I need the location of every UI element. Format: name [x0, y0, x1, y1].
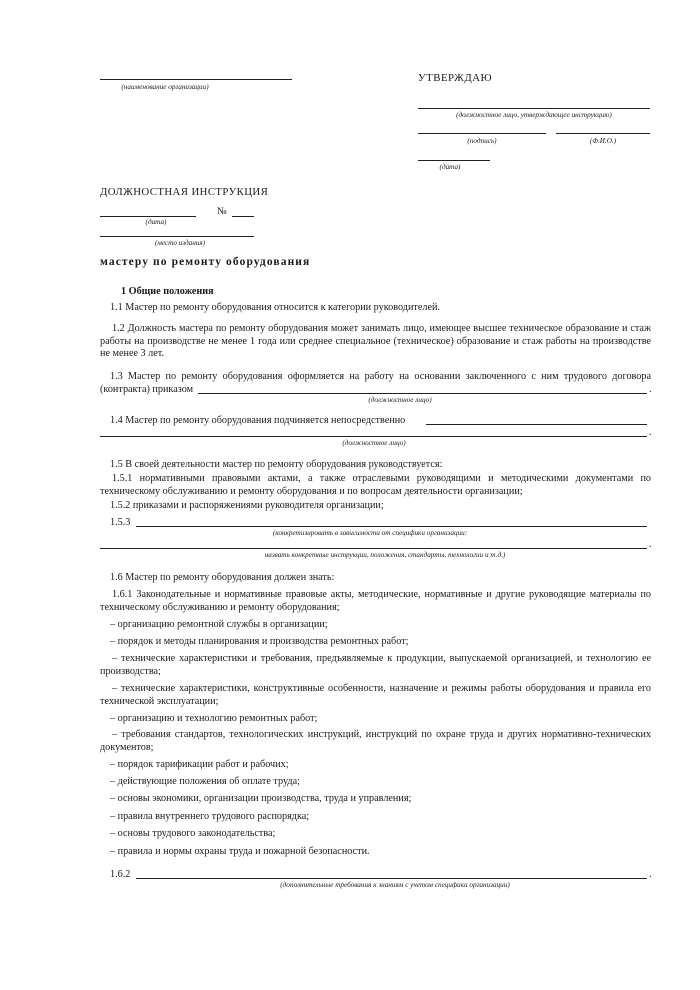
knowledge-item: – технические характеристики и требования, предъявляемые к продукции, выпускаемой организацией, и технологию ее производства;: [100, 653, 651, 677]
clause-1-3-period: .: [649, 384, 652, 395]
approval-date-line[interactable]: [418, 160, 490, 161]
clause-1-6-1: 1.6.1 Законодательные и нормативные правовые акты, методические, нормативные и другие руководящие материалы по техническому обслуживанию и ремонту оборудования;: [100, 589, 651, 613]
section-heading: 1 Общие положения: [121, 286, 214, 297]
org-name-line[interactable]: [100, 79, 292, 80]
clause-1-4-line1[interactable]: [426, 424, 647, 425]
doc-heading: мастеру по ремонту оборудования: [100, 256, 311, 268]
signature-line[interactable]: [418, 133, 546, 134]
clause-1-3-line1: 1.3 Мастер по ремонту оборудования оформляется на работу на основании заключенного с ним трудового договора: [110, 371, 651, 382]
clause-1-4-caption: (должностное лицо): [342, 439, 406, 447]
clause-1-3-caption: (должностное лицо): [368, 396, 432, 404]
knowledge-item: – правила и нормы охраны труда и пожарной безопасности.: [110, 846, 370, 857]
clause-1-6-2-caption: (дополнительные требования к знаниям с учетом специфики организации): [280, 881, 510, 889]
approval-date-caption: (дата): [439, 163, 461, 171]
clause-1-6-2-period: .: [649, 869, 652, 880]
org-name-caption: (наименование организации): [121, 83, 209, 91]
clause-1-6-2: 1.6.2: [110, 869, 131, 880]
clause-1-6: 1.6 Мастер по ремонту оборудования должен знать:: [110, 572, 335, 583]
doc-number-line[interactable]: [232, 216, 254, 217]
knowledge-item: – организацию ремонтной службы в организации;: [110, 619, 328, 630]
clause-1-5-3-period: .: [649, 539, 652, 550]
knowledge-item: – требования стандартов, технологических инструкций, инструкций по охране труда и других нормативно-технических документов;: [100, 729, 651, 753]
doc-place-caption: (место издания): [154, 239, 206, 247]
clause-1-4: 1.4 Мастер по ремонту оборудования подчиняется непосредственно: [110, 415, 406, 426]
doc-date-line[interactable]: [100, 216, 196, 217]
approver-position-caption: (должностное лицо, утверждающее инструкцию): [456, 111, 612, 119]
clause-1-5-3-caption1: (конкретизировать в зависимости от специфики организации:: [272, 529, 468, 537]
clause-1-3-line2: (контракта) приказом: [100, 384, 194, 395]
fio-caption: (Ф.И.О.): [589, 137, 617, 145]
approver-position-line[interactable]: [418, 108, 650, 109]
doc-place-line[interactable]: [100, 236, 254, 237]
knowledge-item: – технические характеристики, конструктивные особенности, назначение и режимы работы оборудования и правила его технической эксплуатации;: [100, 683, 651, 707]
knowledge-item: – организацию и технологию ремонтных работ;: [110, 713, 318, 724]
fio-line[interactable]: [556, 133, 650, 134]
clause-1-5-3-caption2: назвать конкретные инструкции, положения, стандарты, технологии и т.д.): [264, 551, 506, 559]
knowledge-item: – порядок и методы планирования и производства ремонтных работ;: [110, 636, 409, 647]
clause-1-1: 1.1 Мастер по ремонту оборудования относится к категории руководителей.: [110, 302, 440, 313]
doc-number-sign: №: [217, 206, 227, 217]
clause-1-2: 1.2 Должность мастера по ремонту оборудования может занимать лицо, имеющее высшее техническое образование и стаж работы на производстве не менее 1 года или среднее специальное (техническое) образование и стаж работы на производстве не менее 3 лет.: [100, 323, 651, 359]
knowledge-item: – действующие положения об оплате труда;: [110, 776, 300, 787]
doc-title: ДОЛЖНОСТНАЯ ИНСТРУКЦИЯ: [100, 186, 269, 198]
clause-1-5-2: 1.5.2 приказами и распоряжениями руководителя организации;: [110, 500, 384, 511]
knowledge-item: – основы экономики, организации производства, труда и управления;: [110, 793, 412, 804]
clause-1-5-3-line2[interactable]: [100, 548, 647, 549]
clause-1-6-2-line[interactable]: [136, 878, 647, 879]
clause-1-3-order-line[interactable]: [198, 393, 647, 394]
knowledge-item: – порядок тарификации работ и рабочих;: [110, 759, 289, 770]
knowledge-item: – правила внутреннего трудового распорядка;: [110, 811, 310, 822]
clause-1-4-period: .: [649, 427, 652, 438]
clause-1-5-1: 1.5.1 нормативными правовыми актами, а также отраслевыми руководящими и методическими документами по техническому обслуживанию и ремонту оборудования и по вопросам деятельности организации;: [100, 473, 651, 497]
doc-date-caption: (дата): [145, 218, 167, 226]
clause-1-5: 1.5 В своей деятельности мастер по ремонту оборудования руководствуется:: [110, 459, 443, 470]
clause-1-4-line2[interactable]: [100, 436, 647, 437]
knowledge-item: – основы трудового законодательства;: [110, 828, 276, 839]
clause-1-5-3-line1[interactable]: [136, 526, 647, 527]
clause-1-5-3: 1.5.3: [110, 517, 131, 528]
signature-caption: (подпись): [467, 137, 497, 145]
approve-label: УТВЕРЖДАЮ: [418, 72, 493, 84]
